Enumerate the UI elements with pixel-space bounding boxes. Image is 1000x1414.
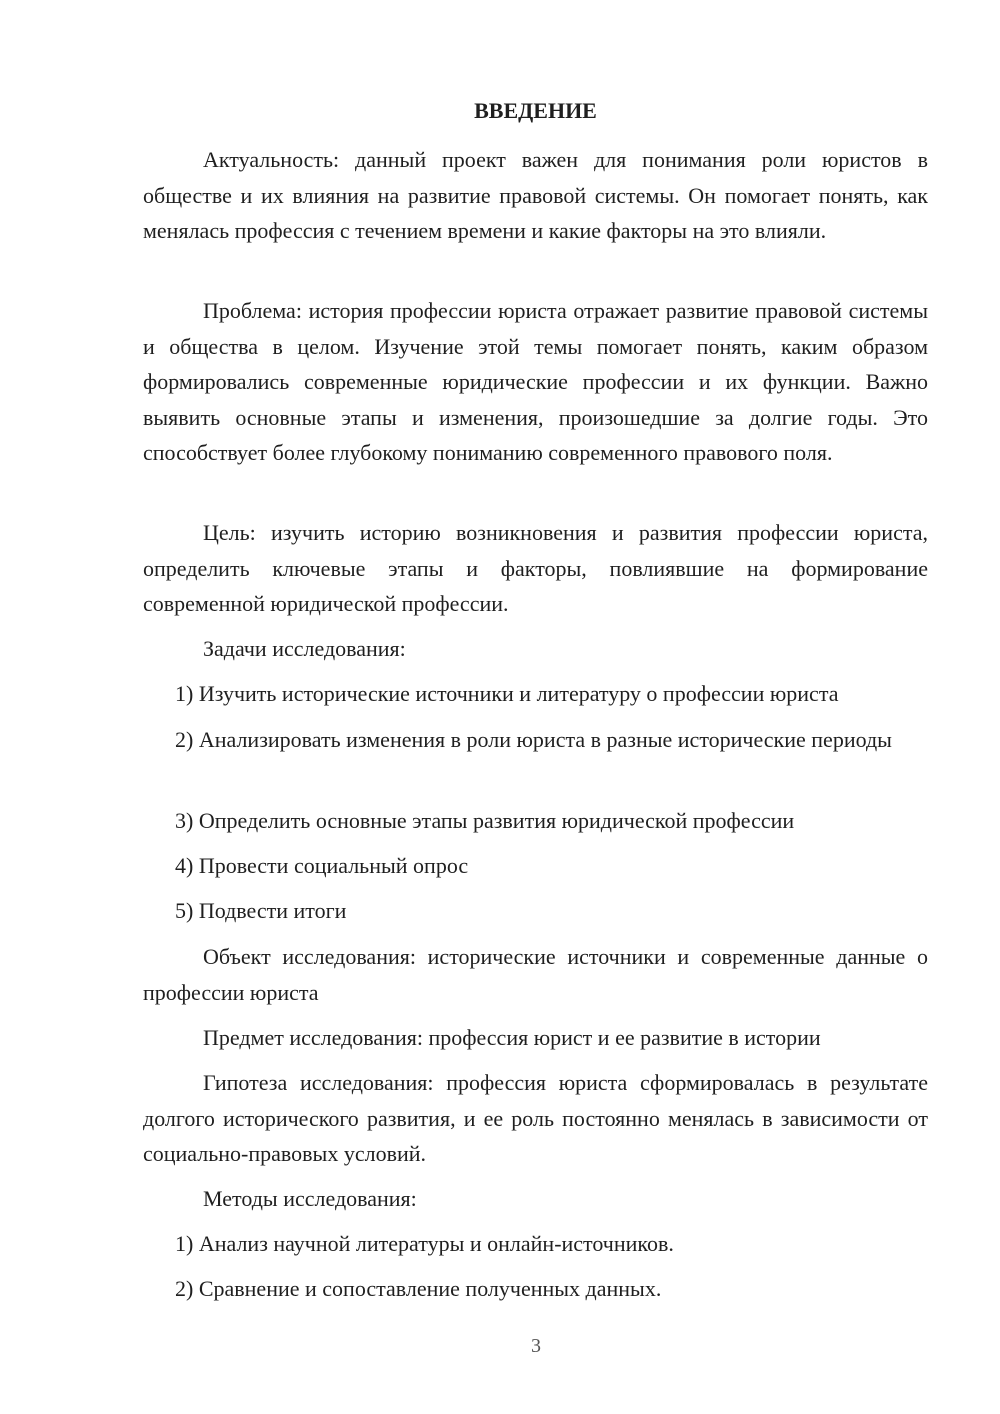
method-item: 1) Анализ научной литературы и онлайн-источников.	[175, 1231, 674, 1256]
task-item: 1) Изучить исторические источники и литературу о профессии юриста	[175, 681, 839, 706]
task-item: 2) Анализировать изменения в роли юриста в разные исторические периоды	[175, 727, 892, 752]
page-title: ВВЕДЕНИЕ	[474, 98, 597, 123]
goal-paragraph: Цель: изучить историю возникновения и развития профессии юриста, определить ключевые этапы и факторы, повлиявшие на формирование современной юридической профессии.	[143, 520, 928, 616]
page-number: 3	[531, 1335, 541, 1357]
task-item: 3) Определить основные этапы развития юридической профессии	[175, 808, 795, 833]
methods-title: Методы исследования:	[203, 1186, 417, 1211]
problem-paragraph: Проблема: история профессии юриста отражает развитие правовой системы и общества в целом. Изучение этой темы помогает понять, каким образом формировались современные юридические профессии и их функции. Важно выявить основные этапы и изменения, произошедшие за долгие годы. Это способствует более глубокому пониманию современного правового поля.	[143, 298, 928, 465]
task-item: 5) Подвести итоги	[175, 898, 347, 923]
method-item: 2) Сравнение и сопоставление полученных данных.	[175, 1276, 662, 1301]
hypothesis-paragraph: Гипотеза исследования: профессия юриста сформировалась в результате долгого исторического развития, и ее роль постоянно менялась в зависимости от социально-правовых условий.	[143, 1070, 928, 1166]
tasks-title: Задачи исследования:	[203, 636, 406, 661]
relevance-paragraph: Актуальность: данный проект важен для понимания роли юристов в обществе и их влияния на развитие правовой системы. Он помогает понять, как менялась профессия с течением времени и какие факторы на это влияли.	[143, 147, 928, 243]
object-paragraph: Объект исследования: исторические источники и современные данные о профессии юриста	[143, 944, 928, 1005]
task-item: 4) Провести социальный опрос	[175, 853, 469, 878]
subject-paragraph: Предмет исследования: профессия юрист и ее развитие в истории	[203, 1025, 821, 1050]
